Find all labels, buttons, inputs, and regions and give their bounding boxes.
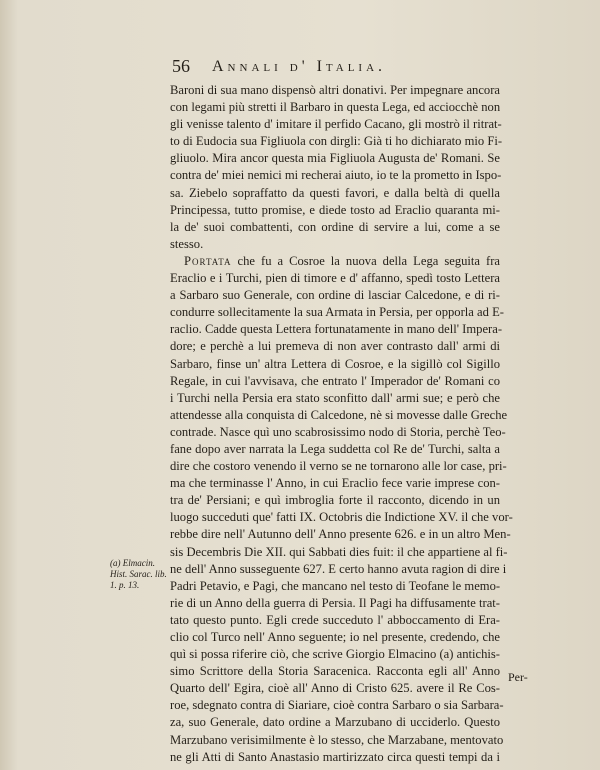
text-line: Regale, in cui l'avvisava, che entrato l' Imperador de' Romani co — [170, 373, 500, 388]
text-line: dire che costoro venendo il verno se ne tornarono alle lor case, pri- — [170, 459, 507, 474]
text-line: stesso. — [170, 236, 204, 251]
text-line: con legami più stretti il Barbaro in questa Lega, ed acciocchè non — [170, 100, 501, 115]
text-line: dore; e perchè a lui premeva di non aver contrasto dall' armi di — [170, 339, 500, 354]
margin-note: (a) Elmacin. Hist. Sarac. lib. 1. p. 13. — [110, 558, 167, 590]
text-line: sa. Ziebelo sopraffatto da questi favori, e dalla beltà di quella — [170, 185, 500, 200]
text-line-rest: che fu a Cosroe la nuova della Lega seguita fra — [231, 253, 500, 268]
text-line: Sarbaro, finse un' altra Lettera di Cosroe, e la sigillò col Sigillo — [170, 356, 500, 371]
text-line: la de' suoi combattenti, con ordine di servire a lui, come a se — [170, 219, 500, 234]
text-line: Padri Petavio, e Pagi, che mancano nel testo di Teofane le memo- — [170, 578, 501, 593]
text-line: Baroni di sua mano dispensò altri donativi. Per impegnare ancora — [170, 83, 500, 97]
text-line: i Turchi nella Persia era stato sconfitto dall' armi sue; e però che — [170, 390, 500, 405]
text-line: quì si possa riferire ciò, che scrive Giorgio Elmacino (a) antichis- — [170, 647, 500, 662]
text-line: contrade. Nasce quì uno scabrosissimo nodo di Storia, perchè Teo- — [170, 424, 506, 439]
text-line: a Sarbaro suo Generale, con ordine di lasciar Calcedone, e di ri- — [170, 288, 500, 303]
text-line: Principessa, tutto promise, e diede tosto ad Eraclio quaranta mi- — [170, 202, 500, 217]
main-text — [170, 82, 513, 766]
text-line: ma che terminasse l' Anno, in cui Eraclio fece varie imprese con- — [170, 476, 500, 491]
catchword: Per- — [508, 670, 528, 684]
text-line: tato questo punto. Egli crede succeduto l' abboccamento di Era- — [170, 612, 500, 627]
text-line: roe, sdegnato contra di Siariare, cioè contra Sarbaro o sia Sarbara- — [170, 698, 504, 713]
text-line: gliuolo. Mira ancor questa mia Figliuola Augusta de' Romani. Se — [170, 151, 500, 166]
text-line: simo Scrittore della Storia Saracenica. Racconta egli all' Anno — [170, 664, 500, 679]
running-title: Annali d' Italia. — [212, 58, 387, 75]
text-line: Quarto dell' Egira, cioè all' Anno di Cristo 625. avere il Re Cos- — [170, 681, 500, 696]
text-line — [170, 253, 500, 270]
text-line: sis Decembris Die XII. qui Sabbati dies fuit: il che appartiene al fi- — [170, 544, 508, 559]
text-line: attendesse alla conquista di Calcedone, nè si movesse dalle Greche — [170, 407, 508, 422]
paragraph-2 — [170, 253, 513, 766]
text-line: luogo succeduti que' fatti IX. Octobris die Indictione XV. il che vor- — [170, 510, 513, 525]
text-line: tra de' Persiani; e quì imbroglia forte il racconto, dicendo in un — [170, 493, 500, 508]
paragraph-lead-word: Portata — [184, 253, 232, 268]
text-line: raclio. Cadde questa Lettera fortunatamente in mano dell' Impera- — [170, 322, 503, 337]
text-line: ne gli Atti di Santo Anastasio martirizzato circa questi tempi da i — [170, 749, 500, 764]
text-line: contra de' miei nemici mi recherai aiuto, io te la prometto in Ispo- — [170, 168, 502, 183]
text-line: rie di un Anno della guerra di Persia. Il Pagi ha diffusamente trat- — [170, 595, 500, 610]
text-line: rebbe dire nell' Autunno dell' Anno presente 626. e in un altro Men- — [170, 527, 511, 542]
text-line: gli venisse talento d' imitare il perfido Cacano, gli mostrò il ritrat- — [170, 117, 502, 132]
text-line: ne dell' Anno susseguente 627. E certo hanno avuta ragion di dire i — [170, 561, 507, 576]
page-header — [172, 56, 490, 78]
text-line: to di Eudocia sua Figliuola con dirgli: Già ti ho dichiarato mio Fi- — [170, 134, 503, 149]
text-line: Marzubano verisimilmente è lo stesso, che Marzabane, mentovato — [170, 732, 504, 747]
text-line: condurre sollecitamente la sua Armata in Persia, per opporla ad E- — [170, 305, 504, 320]
paragraph-1 — [170, 82, 503, 253]
text-line: fane dopo aver narrata la Lega suddetta col Re de' Turchi, salta a — [170, 441, 500, 456]
text-line: clio col Turco nell' Anno seguente; io nel presente, credendo, che — [170, 630, 500, 644]
text-line: Eraclio e i Turchi, pien di timore e d' affanno, spedì tosto Lettera — [170, 271, 500, 286]
page-number: 56 — [172, 56, 190, 76]
text-line: za, suo Generale, dato ordine a Marzubano di ucciderlo. Questo — [170, 715, 500, 730]
